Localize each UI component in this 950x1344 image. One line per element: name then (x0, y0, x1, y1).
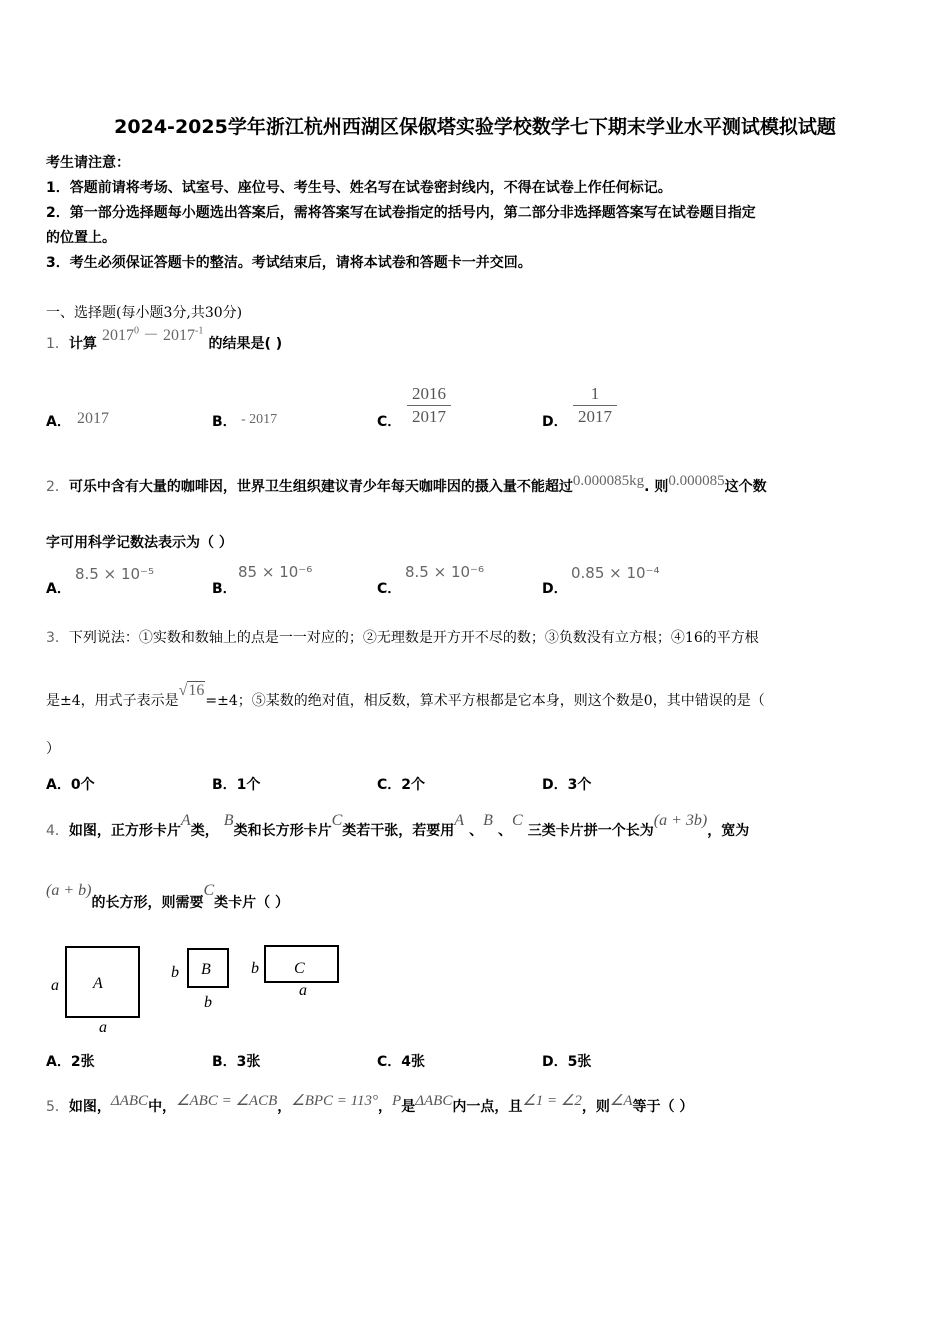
option-a-label: A． (46, 581, 71, 597)
card-a-side-label: a (51, 977, 59, 994)
option-a-label: A． (46, 414, 71, 430)
option-b-value: - 2017 (241, 412, 278, 427)
question-3-line3: ） (46, 741, 60, 757)
notice-item-1: 1．答题前请将考场、试室号、座位号、考生号、姓名写在试卷密封线内，不得在试卷上作任何标记。 (46, 180, 672, 196)
option-a-value: 2017 (77, 410, 109, 427)
card-a-label: A (93, 975, 103, 992)
option-c-value: 8.5 × 10⁻⁶ (405, 563, 484, 581)
option-a: A．2张 (46, 1054, 95, 1070)
question-5: 5．如图，ΔABC中，∠ABC = ∠ACB，∠BPC = 113°，P是ΔABC内一点，且∠1 = ∠2，则∠A等于（ ） (46, 1093, 694, 1115)
question-text: 可乐中含有大量的咖啡因，世界卫生组织建议青少年每天咖啡因的摄入量不能超过 (68, 479, 573, 495)
option-b: B．3张 (212, 1054, 261, 1070)
question-text-end: 的结果是( ) (208, 336, 283, 352)
question-number: 4． (46, 823, 69, 839)
option-d: D．3个 (542, 777, 592, 793)
option-b-value: 85 × 10⁻⁶ (238, 563, 313, 581)
notice-item-3: 3．考生必须保证答题卡的整洁。考试结束后，请将本试卷和答题卡一并交回。 (46, 255, 532, 271)
option-d-value: 0.85 × 10⁻⁴ (571, 564, 660, 582)
question-number: 2． (46, 479, 69, 495)
card-b-bottom-label: b (204, 994, 212, 1011)
question-4-line2: (a + b)的长方形，则需要C类卡片（ ） (46, 882, 289, 911)
card-c-side-label: b (251, 960, 259, 977)
page-title: 2024-2025学年浙江杭州西湖区保俶塔实验学校数学七下期末学业水平测试模拟试题 (114, 116, 836, 138)
question-4: 4．如图，正方形卡片A类， B类和长方形卡片C类若干张，若要用A 、B 、C 三类卡片拼一个长为(a + 3b)，宽为 (46, 812, 750, 839)
question-text-mid: . 则 (644, 479, 669, 495)
option-c-fraction: $\frac{2016}{2017}$ (407, 384, 451, 427)
section-heading: 一、选择题(每小题3分,共30分) (46, 305, 243, 321)
option-b: B．1个 (212, 777, 261, 793)
sqrt-expression: √16 (178, 682, 205, 699)
cards-figure (46, 940, 346, 1040)
card-a-bottom-label: a (99, 1019, 107, 1036)
option-a: A．0个 (46, 777, 95, 793)
card-b-label: B (201, 961, 211, 978)
card-c-label: C (294, 960, 305, 977)
notice-heading: 考生请注意： (46, 155, 130, 171)
option-c: C．4张 (377, 1054, 426, 1070)
option-c: C．2个 (377, 777, 426, 793)
question-text-end: 这个数 (724, 479, 767, 495)
option-c-label: C． (377, 581, 402, 597)
question-2-line2: 字可用科学记数法表示为（ ） (46, 535, 233, 551)
question-number: 3． (46, 630, 69, 646)
option-a-value: 8.5 × 10⁻⁵ (75, 565, 154, 583)
option-d-fraction: $\frac{1}{2017}$ (573, 384, 617, 427)
question-1 (46, 325, 283, 353)
option-b-label: B． (212, 581, 237, 597)
notice-item-2: 2．第一部分选择题每小题选出答案后，需将答案写在试卷指定的括号内，第二部分非选择题答案写在试卷题目指定 (46, 205, 756, 221)
value-mass: 0.000085kg (572, 473, 645, 489)
value-number: 0.000085 (668, 473, 725, 489)
question-2 (46, 473, 767, 496)
notice-item-2-cont: 的位置上。 (46, 230, 116, 246)
question-number: 1． (46, 336, 69, 352)
option-b-label: B． (212, 414, 237, 430)
option-d-label: D． (542, 581, 568, 597)
card-b-side-label: b (171, 964, 179, 981)
option-d-label: D． (542, 414, 568, 430)
question-number: 5． (46, 1099, 69, 1115)
math-expression: $2017^0 - 2017^{-1}$ (102, 325, 204, 344)
question-text: 下列说法：①实数和数轴上的点是一一对应的；②无理数是开方开不尽的数；③负数没有立方根；④16的平方根 (68, 630, 759, 646)
question-3-line2: 是±4，用式子表示是√16=±4；⑤某数的绝对值，相反数，算术平方根都是它本身，则这个数是0，其中错误的是（ (46, 682, 765, 709)
option-c-label: C． (377, 414, 402, 430)
question-text: 计算 (68, 336, 97, 352)
option-d: D．5张 (542, 1054, 592, 1070)
question-3 (46, 627, 759, 647)
card-c-bottom-label: a (299, 982, 307, 999)
